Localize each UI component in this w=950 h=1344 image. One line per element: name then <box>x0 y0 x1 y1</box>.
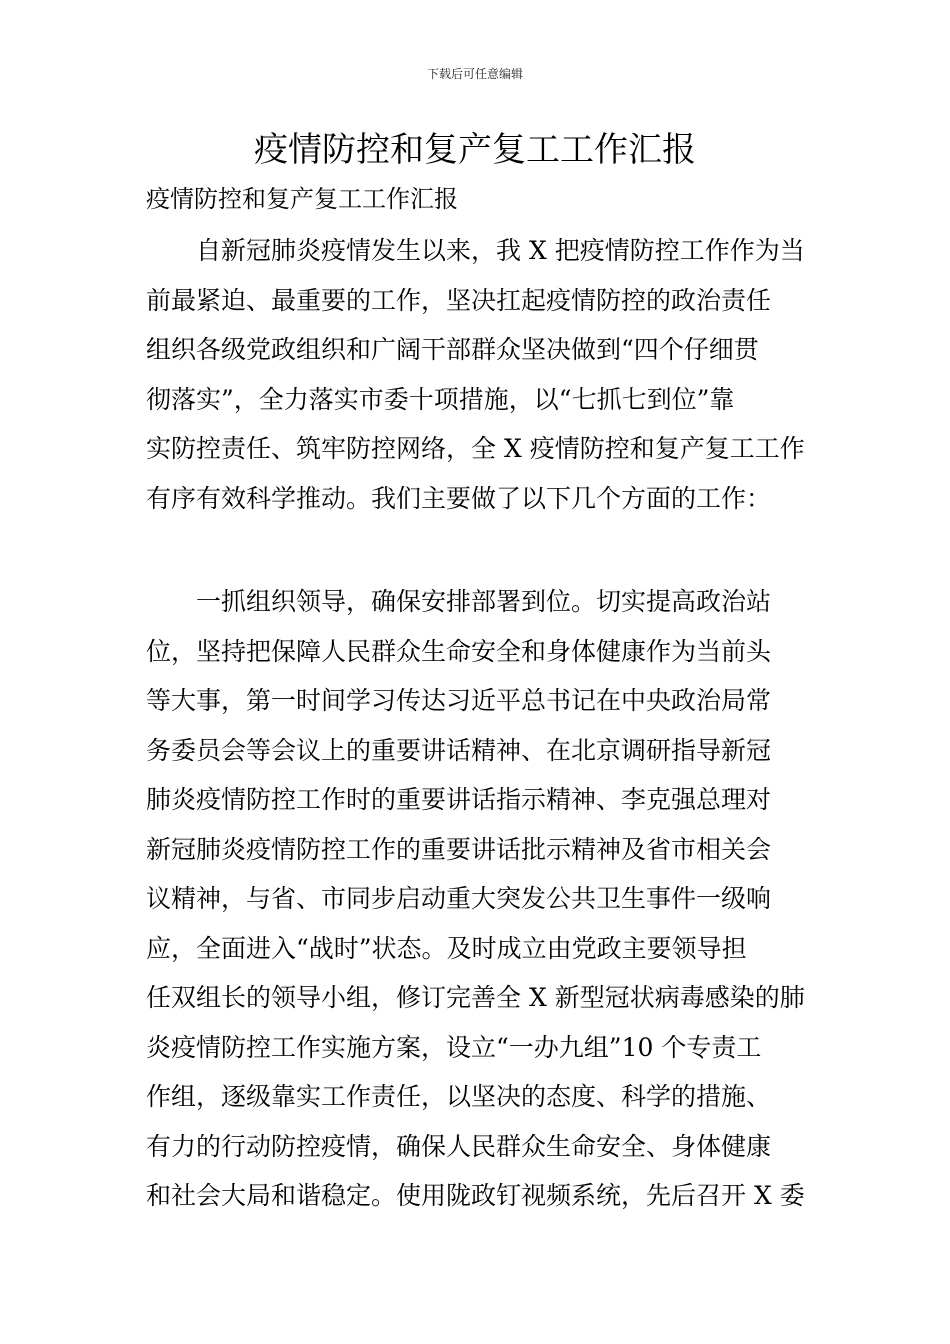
paragraph-line: 应，全面进入“战时”状态。及时成立由党政主要领导担 <box>146 933 747 963</box>
paragraph-line: 议精神，与省、市同步启动重大突发公共卫生事件一级响 <box>146 884 772 913</box>
paragraph-line: 彻落实”，全力落实市委十项措施，以“七抓七到位”靠 <box>146 384 735 414</box>
paragraph-line: 位，坚持把保障人民群众生命安全和身体健康作为当前头 <box>146 636 772 666</box>
paragraph-line: 务委员会等会议上的重要讲话精神、在北京调研指导新冠 <box>146 735 772 765</box>
document-subtitle: 疫情防控和复产复工工作汇报 <box>146 185 458 213</box>
paragraph-line: 实防控责任、筑牢防控网络，全 X 疫情防控和复产复工工作 <box>146 434 805 463</box>
paragraph-line: 等大事，第一时间学习传达习近平总书记在中央政治局常 <box>146 686 772 715</box>
document-title: 疫情防控和复产复工工作汇报 <box>254 130 696 170</box>
paragraph-intro <box>146 226 816 523</box>
paragraph-line: 组织各级党政组织和广阔干部群众坚决做到“四个仔细贯 <box>146 335 759 364</box>
paragraph-line: 炎疫情防控工作实施方案，设立“一办九组”10 个专责工 <box>146 1032 762 1062</box>
paragraph-line: 和社会大局和谐稳定。使用陇政钉视频系统，先后召开 X 委 <box>146 1181 805 1210</box>
paragraph-line: 任双组长的领导小组，修订完善全 X 新型冠状病毒感染的肺 <box>146 983 805 1012</box>
header-note: 下载后可任意编辑 <box>426 67 523 81</box>
paragraph-line: 一抓组织领导，确保安排部署到位。切实提高政治站 <box>196 587 772 616</box>
paragraph-line: 前最紧迫、最重要的工作，坚决扛起疫情防控的政治责任 <box>146 285 772 315</box>
paragraph-line: 有序有效科学推动。我们主要做了以下几个方面的工作： <box>146 483 772 513</box>
paragraph-line: 新冠肺炎疫情防控工作的重要讲话批示精神及省市相关会 <box>146 834 772 864</box>
paragraph-line: 有力的行动防控疫情，确保人民群众生命安全、身体健康 <box>146 1131 772 1161</box>
paragraph-line: 自新冠肺炎疫情发生以来，我 X 把疫情防控工作作为当 <box>196 236 805 265</box>
paragraph-line: 肺炎疫情防控工作时的重要讲话指示精神、李克强总理对 <box>146 785 772 814</box>
paragraph-line: 作组，逐级靠实工作责任，以坚决的态度、科学的措施、 <box>146 1082 772 1111</box>
paragraph-organization <box>146 577 816 1221</box>
